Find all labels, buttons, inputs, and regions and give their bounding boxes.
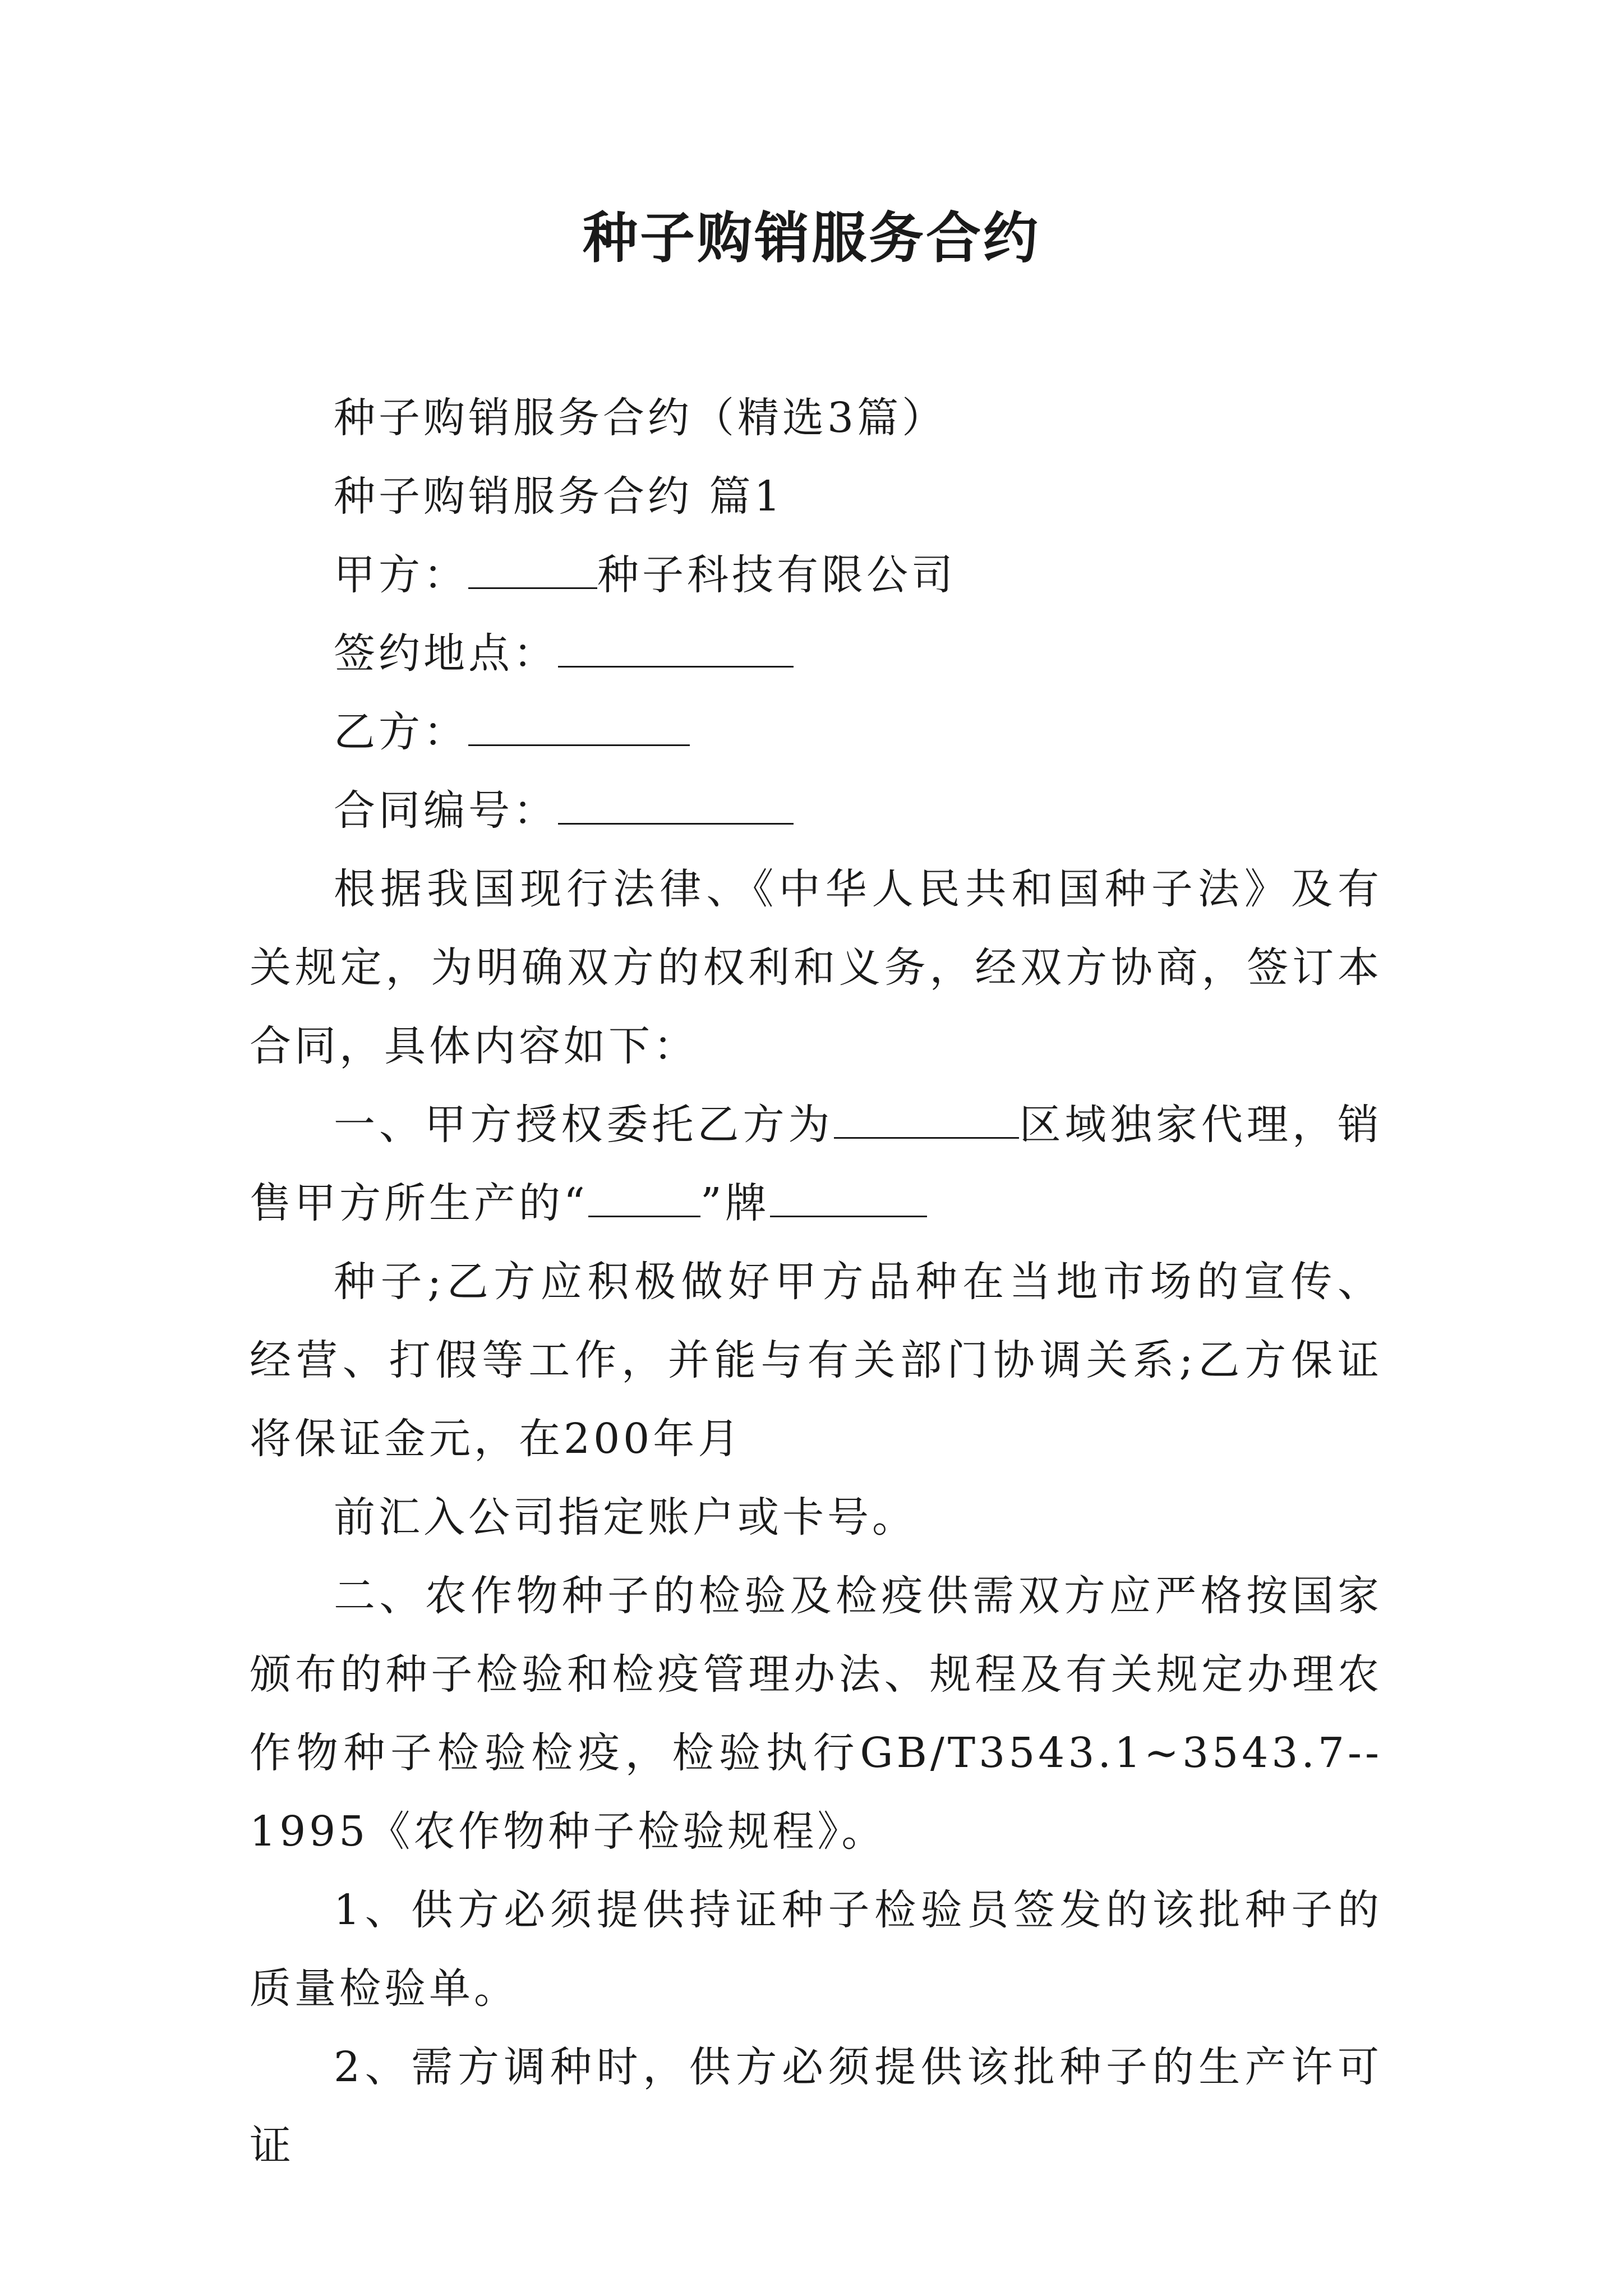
subtitle: 种子购销服务合约（精选3篇） bbox=[334, 394, 947, 442]
document-title: 种子购销服务合约 bbox=[582, 206, 1040, 270]
intro-paragraph: 根据我国现行法律、《中华人民共和国种子法》及有关规定，为明确双方的权利和义务，经双方协商，签订本合同，具体内容如下： bbox=[250, 865, 1382, 1070]
party-a-suffix: 种子科技有限公司 bbox=[597, 551, 956, 599]
party-a-blank bbox=[468, 554, 597, 589]
contract-no-line bbox=[250, 771, 1382, 850]
party-b-blank bbox=[468, 711, 690, 746]
region-blank bbox=[834, 1103, 1019, 1139]
clause-1 bbox=[250, 1085, 1382, 1243]
contract-no-blank bbox=[558, 789, 794, 825]
party-b-label: 乙方： bbox=[334, 708, 468, 756]
section-heading: 种子购销服务合约 篇1 bbox=[334, 472, 784, 521]
clause-1-part-3: ”牌 bbox=[700, 1179, 770, 1227]
signing-place-label: 签约地点： bbox=[334, 629, 558, 678]
contract-no-label: 合同编号： bbox=[334, 786, 558, 835]
clause-1-continued: 种子;乙方应积极做好甲方品种在当地市场的宣传、经营、打假等工作，并能与有关部门协调关系;乙方保证将保证金元，在200年月 bbox=[250, 1258, 1382, 1463]
party-a-label: 甲方： bbox=[334, 551, 468, 599]
clause-2: 二、农作物种子的检验及检疫供需双方应严格按国家颁布的种子检验和检疫管理办法、规程及有关规定办理农作物种子检验检疫，检验执行GB/T3543.1~3543.7--1995《农作物种子检验规程》。 bbox=[250, 1572, 1382, 1856]
signing-place-line bbox=[250, 614, 1382, 693]
party-a-line bbox=[250, 536, 1382, 614]
party-b-line bbox=[250, 693, 1382, 771]
clause-1-continued-2: 前汇入公司指定账户或卡号。 bbox=[334, 1493, 917, 1542]
item-1: 1、供方必须提供持证种子检验员签发的该批种子的质量检验单。 bbox=[250, 1886, 1382, 2013]
clause-1-part-2: 区域独家代理，销售甲方所生产的“ bbox=[250, 1101, 1382, 1227]
variety-blank bbox=[770, 1182, 927, 1217]
item-2: 2、需方调种时，供方必须提供该批种子的生产许可证 bbox=[250, 2043, 1382, 2170]
brand-blank bbox=[588, 1182, 700, 1217]
signing-place-blank bbox=[558, 632, 794, 668]
clause-1-part-1: 一、甲方授权委托乙方为 bbox=[334, 1101, 834, 1149]
document-body bbox=[250, 379, 1382, 2185]
